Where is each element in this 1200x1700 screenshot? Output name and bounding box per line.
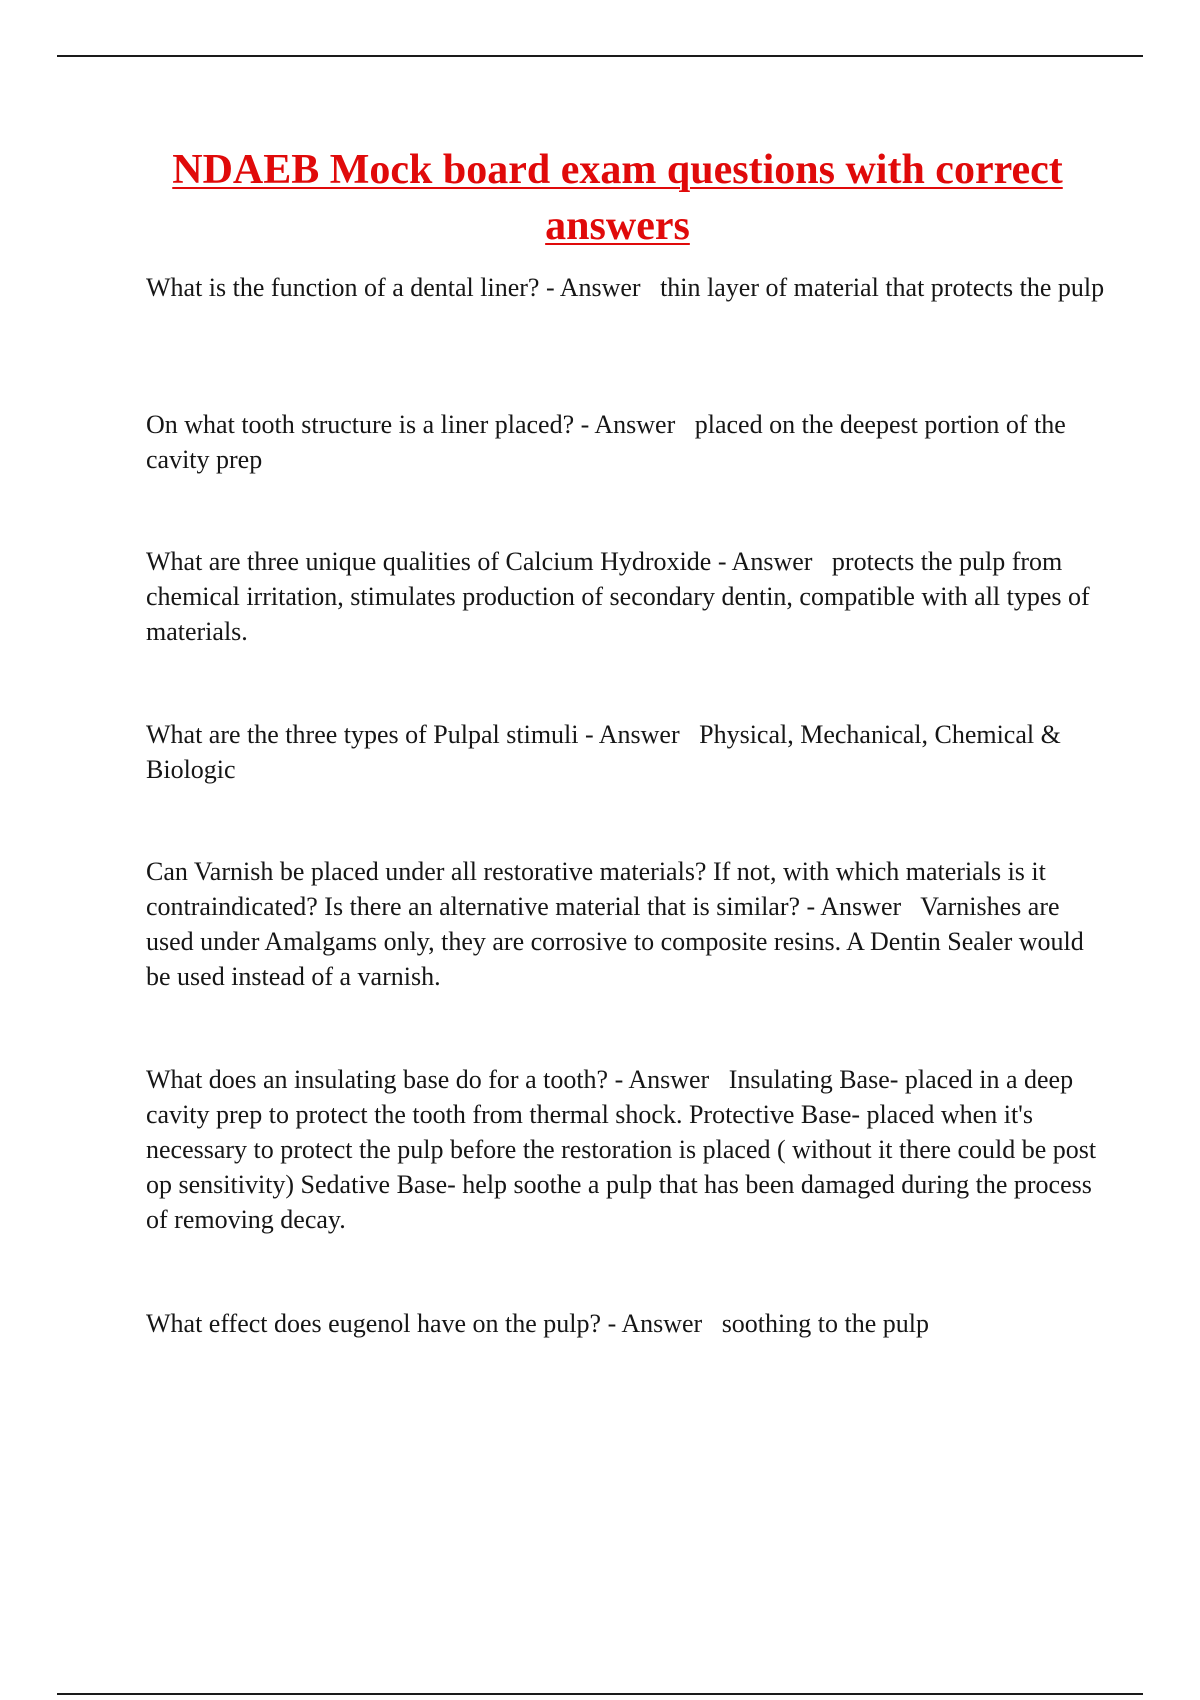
answer-label: Answer xyxy=(598,720,680,749)
qa-item: What does an insulating base do for a tooth? - Answer Insulating Base- placed in a deep cavity prep to protect the tooth from thermal shock. Protective Base- placed when it's necessary to protect the pulp before the restoration is placed ( without it there could be post op sensitivity) Sedative Base- help soothe a pulp that has been damaged during the process of removing decay. xyxy=(146,1065,1097,1234)
answer-text: soothing to the pulp xyxy=(721,1309,929,1338)
question-text: What are the three types of Pulpal stimuli xyxy=(146,720,579,749)
question-text: What does an insulating base do for a tooth? xyxy=(146,1065,609,1094)
question-text: What is the function of a dental liner? xyxy=(146,273,540,302)
answer-text: placed on the deepest portion of the cavity prep xyxy=(146,410,1066,474)
answer-text: Insulating Base- placed in a deep cavity prep to protect the tooth from thermal shock. Protective Base- placed when it's necessary to protect the pulp before the restoration is placed ( without it there could be post op sensitivity) Sedative Base- help soothe a pulp that has been damaged during the process of removing decay. xyxy=(146,1065,1097,1234)
answer-text: thin layer of material that protects the pulp xyxy=(660,273,1105,302)
qa-item: On what tooth structure is a liner placed? - Answer placed on the deepest portion of the cavity prep xyxy=(146,410,1066,474)
qa-item: What are the three types of Pulpal stimuli - Answer Physical, Mechanical, Chemical & Biologic xyxy=(146,720,1061,784)
qa-item: Can Varnish be placed under all restorative materials? If not, with which materials is it contraindicated? Is there an alternative material that is similar? - Answer Varnishes are used under Amalgams only, they are corrosive to composite resins. A Dentin Sealer would be used instead of a varnish. xyxy=(146,857,1084,991)
question-text: On what tooth structure is a liner placed? xyxy=(146,410,575,439)
answer-text: Varnishes are used under Amalgams only, they are corrosive to composite resins. A Dentin Sealer would be used instead of a varnish. xyxy=(146,892,1084,991)
bottom-rule xyxy=(57,1693,1143,1695)
question-text: What effect does eugenol have on the pulp? xyxy=(146,1309,602,1338)
document-title: NDAEB Mock board exam questions with correct answers xyxy=(172,147,1063,249)
answer-label: Answer xyxy=(628,1065,710,1094)
answer-label: Answer xyxy=(594,410,676,439)
top-rule xyxy=(57,55,1143,57)
qa-item: What effect does eugenol have on the pulp? - Answer soothing to the pulp xyxy=(146,1309,929,1338)
qa-item: What is the function of a dental liner? - Answer thin layer of material that protects the pulp xyxy=(146,273,1105,302)
answer-label: Answer xyxy=(731,547,813,576)
question-text: What are three unique qualities of Calcium Hydroxide xyxy=(146,547,712,576)
answer-label: Answer xyxy=(559,273,641,302)
answer-label: Answer xyxy=(820,892,902,921)
answer-label: Answer xyxy=(621,1309,703,1338)
answer-text: Physical, Mechanical, Chemical & Biologic xyxy=(146,720,1061,784)
answer-text: protects the pulp from chemical irritation, stimulates production of secondary dentin, compatible with all types of materials. xyxy=(146,547,1090,646)
question-text: Can Varnish be placed under all restorative materials? If not, with which materials is it contraindicated? Is there an alternative material that is similar? xyxy=(146,857,1046,921)
qa-item: What are three unique qualities of Calcium Hydroxide - Answer protects the pulp from chemical irritation, stimulates production of secondary dentin, compatible with all types of materials. xyxy=(146,547,1090,646)
